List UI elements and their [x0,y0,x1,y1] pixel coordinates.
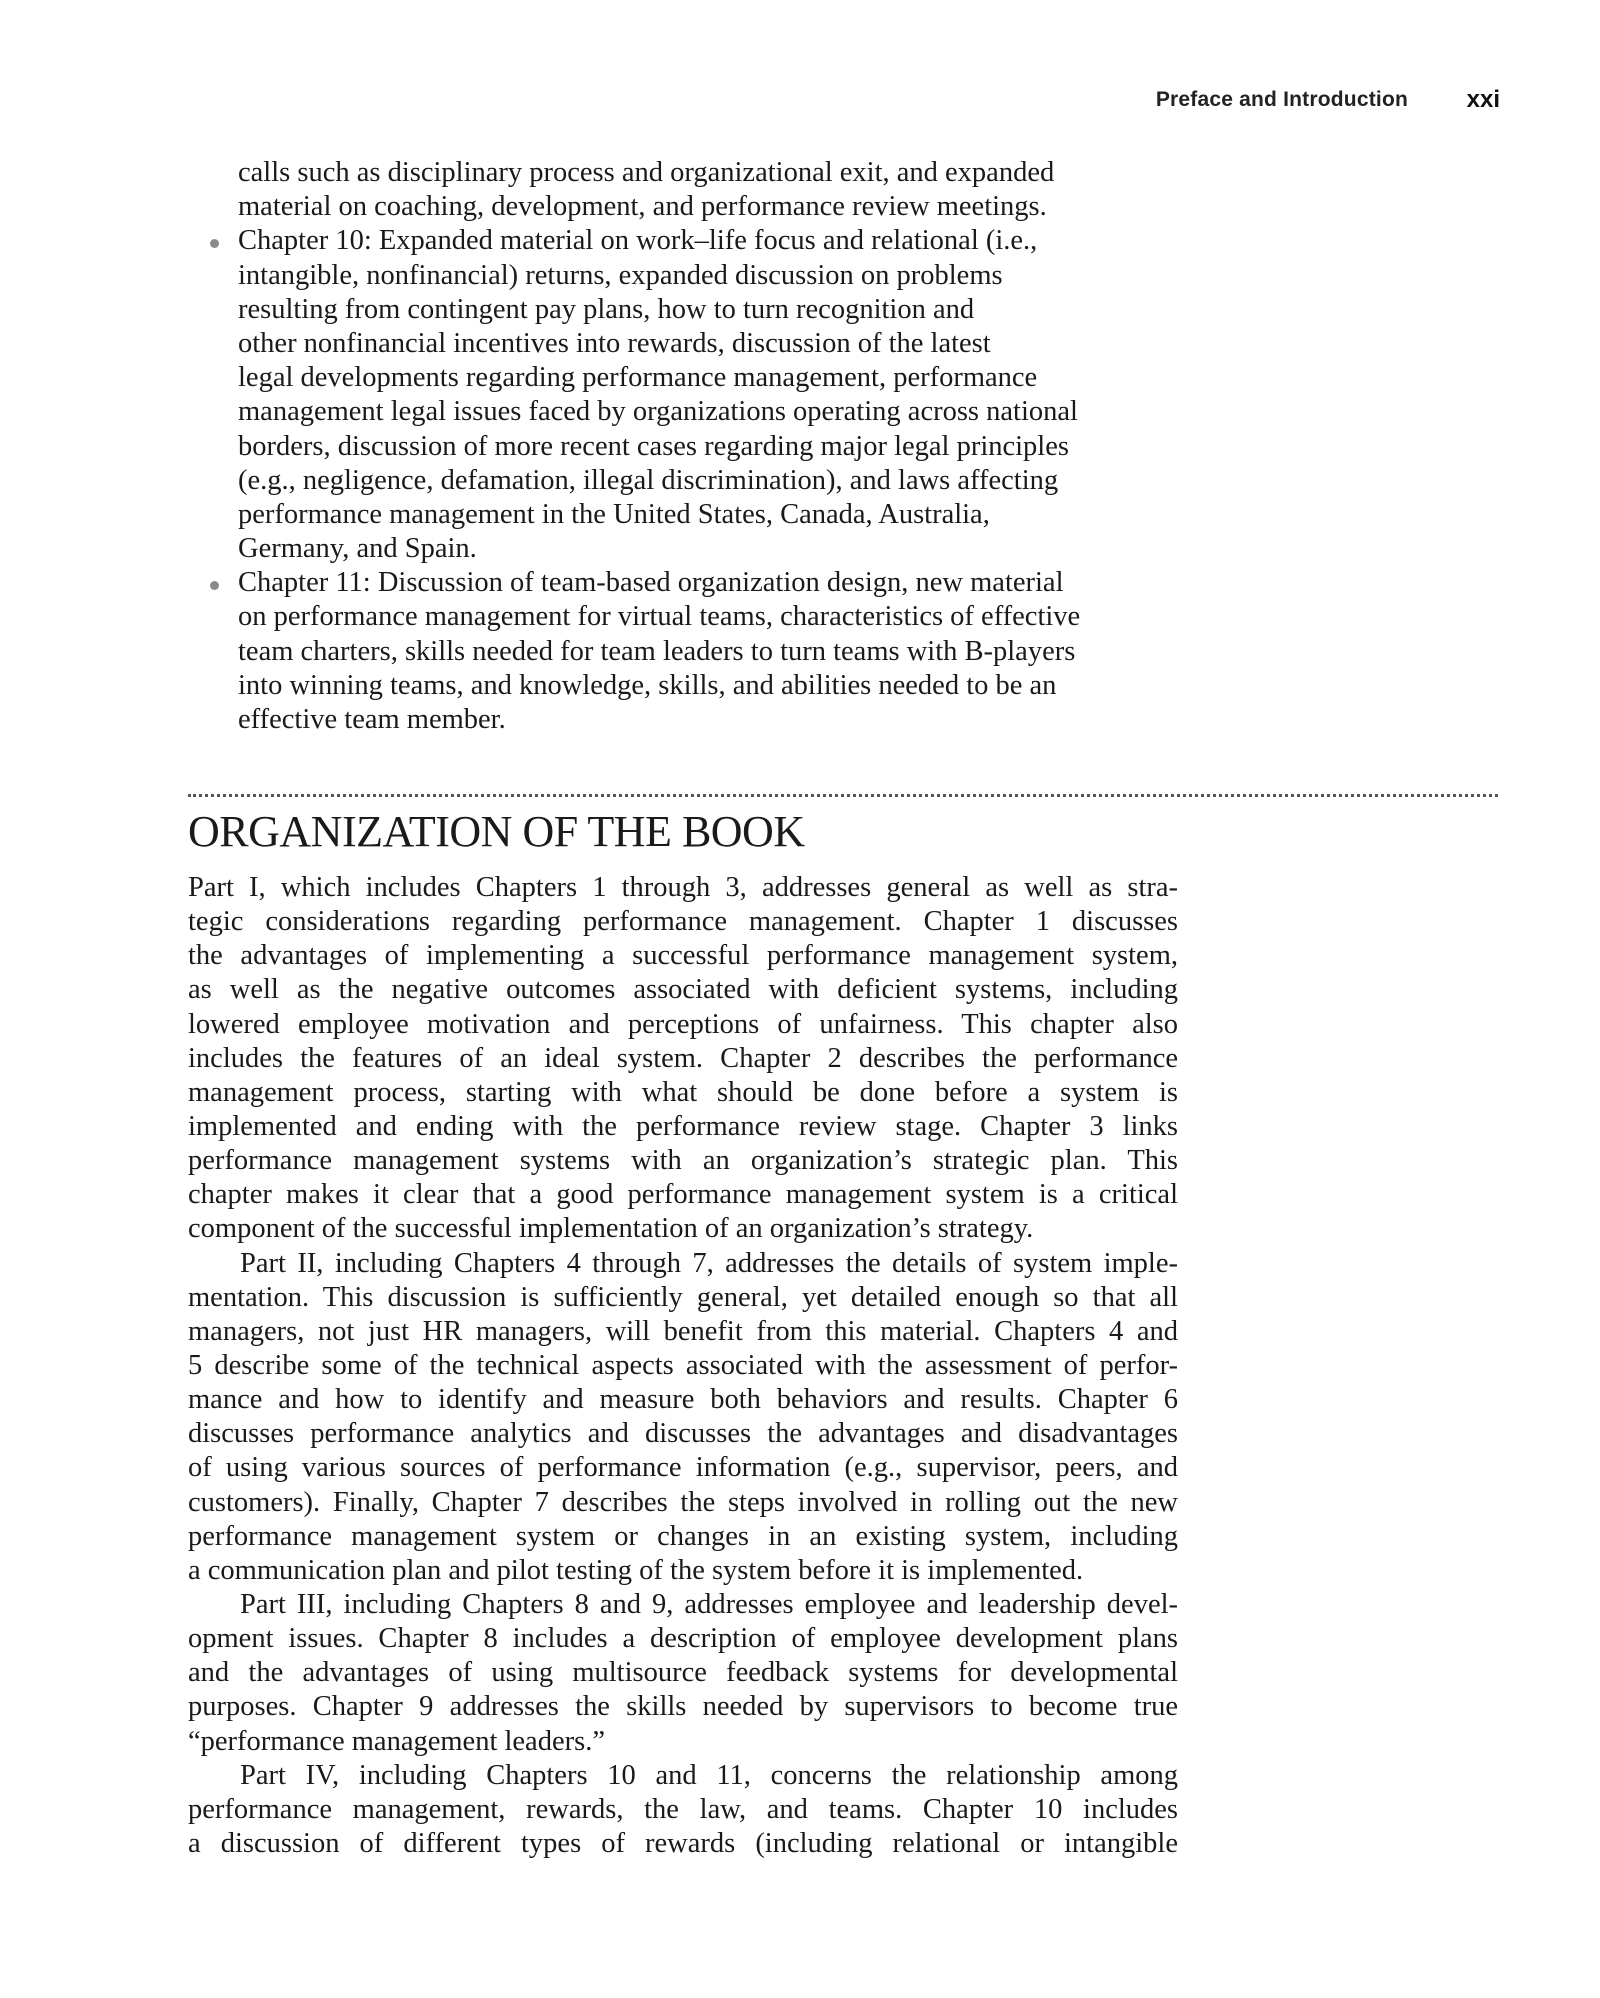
text-line: mance and how to identify and measure both behaviors and results. Chapter 6 [188,1384,1178,1416]
text-line: managers, not just HR managers, will benefit from this material. Chapters 4 and [188,1315,1178,1347]
text-line: implemented and ending with the performance review stage. Chapter 3 links [188,1110,1178,1142]
text-line: and the advantages of using multisource feedback systems for developmental [188,1657,1178,1689]
text-line: Part IV, including Chapters 10 and 11, concerns the relationship among [240,1759,1178,1791]
text-line: Part I, which includes Chapters 1 through 3, addresses general as well as stra- [188,872,1178,903]
section-body [188,871,1178,1861]
bullet-continuation [238,156,1178,224]
text-line: into winning teams, and knowledge, skills, and abilities needed to be an [238,669,1057,701]
bullet-dot-icon [210,581,219,590]
text-line: opment issues. Chapter 8 includes a description of employee development plans [188,1623,1178,1655]
text-line: performance management, rewards, the law, and teams. Chapter 10 includes [188,1793,1178,1825]
section-heading: ORGANIZATION OF THE BOOK [188,807,805,856]
bullet-item-chapter-10 [238,224,1178,566]
paragraph-part-3 [188,1588,1178,1759]
text-line: discusses performance analytics and discusses the advantages and disadvantages [188,1418,1178,1450]
text-line: performance management in the United States, Canada, Australia, [238,498,990,530]
text-line: Chapter 10: Expanded material on work–life focus and relational (i.e., [238,225,1038,257]
text-line: team charters, skills needed for team leaders to turn teams with B-players [238,635,1076,667]
text-line: tegic considerations regarding performance management. Chapter 1 discusses [188,906,1178,938]
page-number: xxi [1466,86,1500,113]
text-line: Part III, including Chapters 8 and 9, addresses employee and leadership devel- [240,1588,1178,1620]
running-header-title: Preface and Introduction [1155,88,1408,111]
text-line: performance management system or changes in an existing system, including [188,1520,1178,1552]
text-line: Part II, including Chapters 4 through 7, addresses the details of system imple- [240,1247,1178,1279]
text-line: performance management systems with an organization’s strategic plan. This [188,1145,1178,1177]
bullet-item-chapter-11 [238,566,1178,737]
bullet-list [238,156,1178,737]
text-line: Germany, and Spain. [238,533,477,565]
text-line: management legal issues faced by organizations operating across national [238,396,1078,428]
running-header [0,88,1600,118]
text-line: effective team member. [238,704,506,735]
text-line: the advantages of implementing a successful performance management system, [188,940,1178,972]
bullet-dot-icon [210,239,219,248]
text-line: of using various sources of performance information (e.g., supervisor, peers, and [188,1452,1178,1484]
paragraph-part-1 [188,871,1178,1247]
text-line: on performance management for virtual teams, characteristics of effective [238,601,1081,633]
text-line: Chapter 11: Discussion of team-based organization design, new material [238,567,1064,599]
paragraph-part-2 [188,1247,1178,1588]
text-line: chapter makes it clear that a good performance management system is a critical [188,1179,1178,1211]
text-line: as well as the negative outcomes associated with deficient systems, including [188,974,1178,1006]
text-line: intangible, nonfinancial) returns, expanded discussion on problems [238,259,1003,291]
section-divider [188,794,1498,797]
text-line: resulting from contingent pay plans, how to turn recognition and [238,293,975,325]
text-line: purposes. Chapter 9 addresses the skills needed by supervisors to become true [188,1691,1178,1723]
text-line: 5 describe some of the technical aspects associated with the assessment of perfor- [188,1349,1178,1381]
text-line: “performance management leaders.” [188,1725,605,1757]
text-line: (e.g., negligence, defamation, illegal discrimination), and laws affecting [238,464,1059,496]
text-line: material on coaching, development, and performance review meetings. [238,191,1047,223]
text-line: lowered employee motivation and perceptions of unfairness. This chapter also [188,1008,1178,1040]
text-line: customers). Finally, Chapter 7 describes the steps involved in rolling out the new [188,1486,1178,1518]
text-line: a discussion of different types of rewards (including relational or intangible [188,1827,1178,1859]
text-line: calls such as disciplinary process and organizational exit, and expanded [238,157,1055,188]
paragraph-part-4 [188,1759,1178,1861]
text-line: includes the features of an ideal system. Chapter 2 describes the performance [188,1042,1178,1074]
text-line: borders, discussion of more recent cases regarding major legal principles [238,430,1069,462]
text-line: a communication plan and pilot testing of the system before it is implemented. [188,1554,1084,1586]
text-line: component of the successful implementation of an organization’s strategy. [188,1213,1034,1245]
text-line: other nonfinancial incentives into rewards, discussion of the latest [238,327,991,359]
text-line: legal developments regarding performance management, performance [238,362,1038,394]
text-line: management process, starting with what should be done before a system is [188,1076,1178,1108]
text-line: mentation. This discussion is sufficiently general, yet detailed enough so that all [188,1281,1178,1313]
